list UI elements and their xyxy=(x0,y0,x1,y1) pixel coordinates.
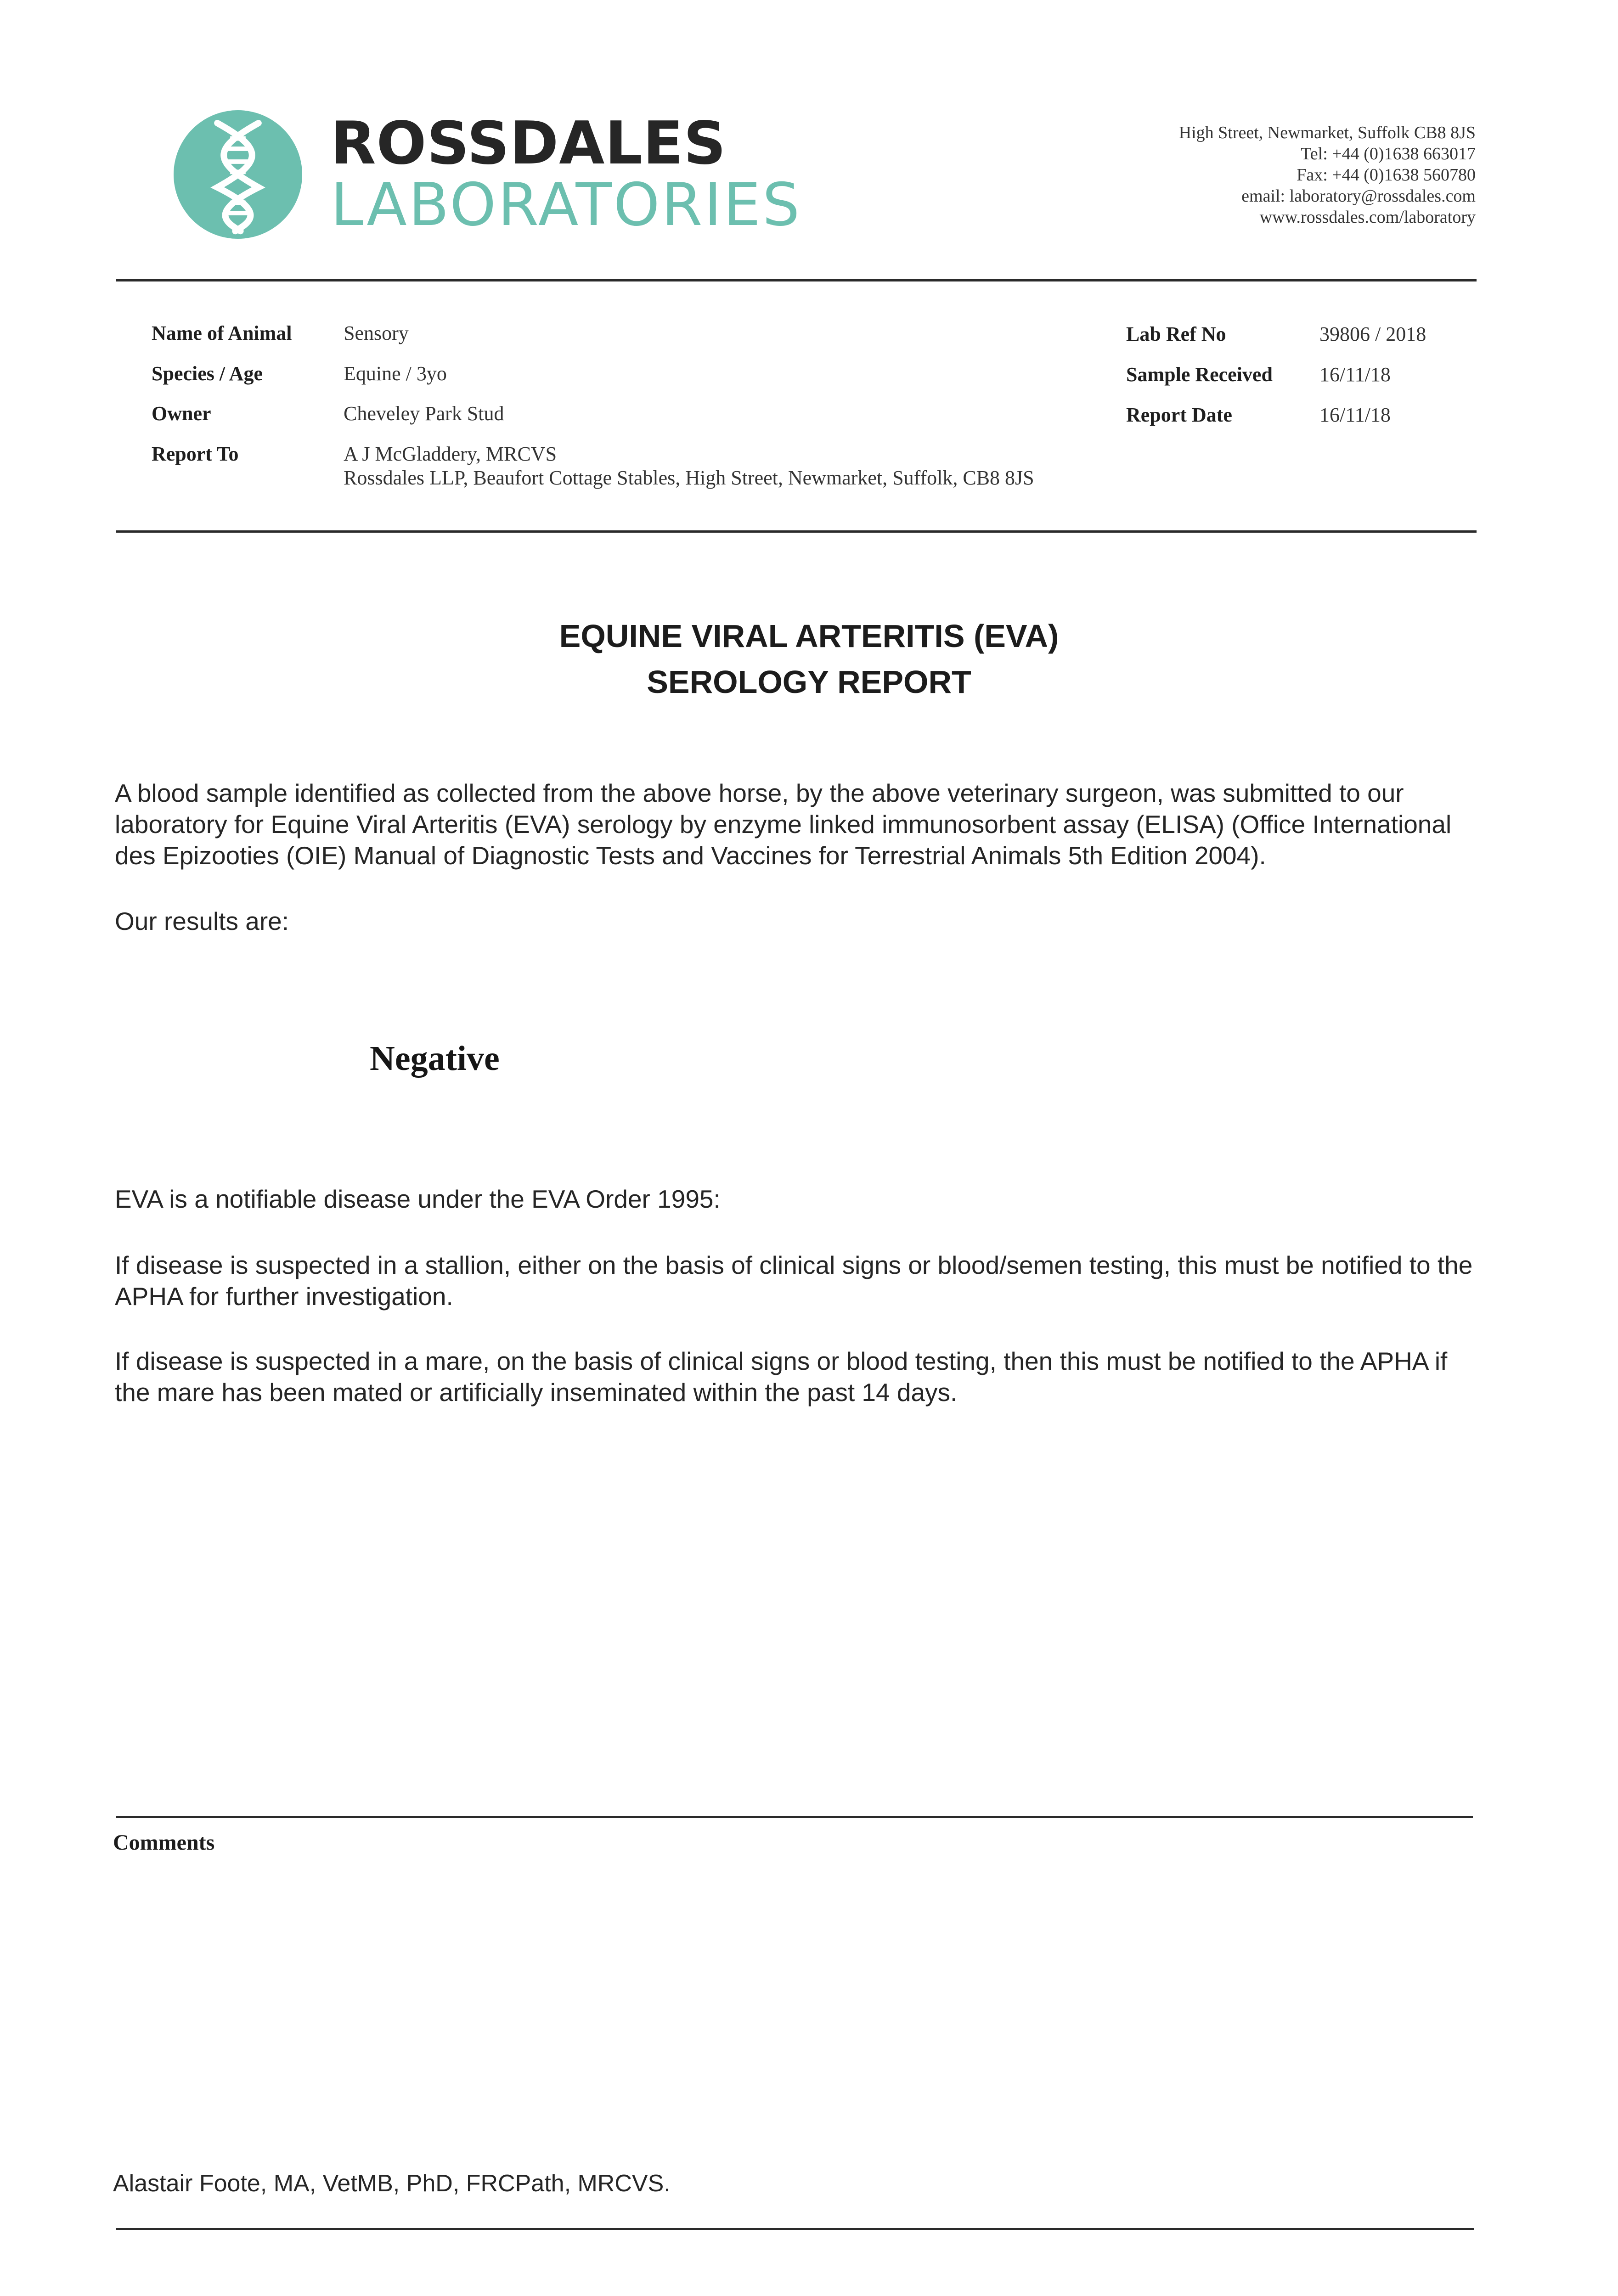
name-of-animal-label: Name of Animal xyxy=(152,322,292,344)
details-divider xyxy=(116,530,1477,533)
report-date-value: 16/11/18 xyxy=(1319,404,1391,426)
sample-received-value: 16/11/18 xyxy=(1319,363,1391,386)
report-title-line2: SEROLOGY REPORT xyxy=(647,664,971,700)
result-value: Negative xyxy=(370,1039,500,1078)
footer-divider xyxy=(116,2228,1474,2230)
report-to-address: Rossdales LLP, Beaufort Cottage Stables, High Street, Newmarket, Suffolk, CB8 8JS xyxy=(344,467,1034,489)
header-divider xyxy=(116,279,1477,281)
contact-tel: Tel: +44 (0)1638 663017 xyxy=(1301,144,1476,163)
owner-value: Cheveley Park Stud xyxy=(344,402,504,425)
results-intro: Our results are: xyxy=(115,907,289,935)
lab-ref-label: Lab Ref No xyxy=(1126,323,1226,345)
signatory: Alastair Foote, MA, VetMB, PhD, FRCPath, MRCVS. xyxy=(113,2170,671,2197)
owner-label: Owner xyxy=(152,402,211,425)
notifiable-notice: EVA is a notifiable disease under the EVA Order 1995: xyxy=(115,1185,721,1213)
species-age-label: Species / Age xyxy=(152,362,263,385)
dna-helix-icon xyxy=(174,110,302,239)
contact-email: email: laboratory@rossdales.com xyxy=(1241,186,1476,206)
report-title xyxy=(0,613,1618,705)
contact-website: www.rossdales.com/laboratory xyxy=(1259,208,1476,227)
mare-note: If disease is suspected in a mare, on the basis of clinical signs or blood testing, then this must be notified to the APHA if the mare has been mated or artificially inseminated within the past 14 days. xyxy=(115,1347,1448,1407)
lab-ref-value: 39806 / 2018 xyxy=(1319,323,1426,345)
contact-block xyxy=(1179,122,1476,228)
report-date-label: Report Date xyxy=(1126,404,1232,426)
intro-paragraph: A blood sample identified as collected from the above horse, by the above veterinary surgeon, was submitted to our laboratory for Equine Viral Arteritis (EVA) serology by enzyme linked immunosorbent assay (ELISA) (Office International des Epizooties (OIE) Manual of Diagnostic Tests and Vaccines for Terrestrial Animals 5th Edition 2004). xyxy=(115,779,1452,870)
stallion-note: If disease is suspected in a stallion, either on the basis of clinical signs or blood/semen testing, this must be notified to the APHA for further investigation. xyxy=(115,1251,1473,1311)
name-of-animal-value: Sensory xyxy=(344,322,409,344)
comments-divider xyxy=(116,1816,1473,1818)
species-age-value: Equine / 3yo xyxy=(344,362,447,385)
sample-received-label: Sample Received xyxy=(1126,363,1273,386)
brand-name: ROSSDALES xyxy=(331,109,727,178)
report-to-name: A J McGladdery, MRCVS xyxy=(344,443,557,465)
comments-label: Comments xyxy=(113,1830,215,1855)
contact-address: High Street, Newmarket, Suffolk CB8 8JS xyxy=(1178,123,1476,142)
contact-fax: Fax: +44 (0)1638 560780 xyxy=(1297,165,1476,185)
report-title-line1: EQUINE VIRAL ARTERITIS (EVA) xyxy=(559,618,1059,654)
brand-subtitle: LABORATORIES xyxy=(331,171,802,239)
report-to-label: Report To xyxy=(152,443,239,465)
